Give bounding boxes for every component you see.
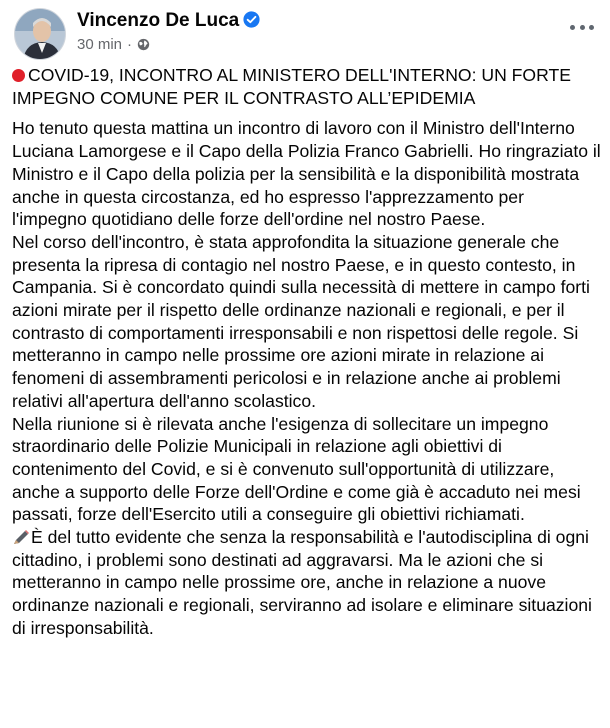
post-paragraph-text: È del tutto evidente che senza la responsabilità e l'autodisciplina di ogni cittadino, i problemi sono destinati ad aggravarsi. Ma le azioni che si metteranno in campo nelle prossime ore, anche in relazione a nuove ordinanze nazionali e regionali, serviranno ad isolare e eliminare situazioni di irresponsabilità. [12,527,592,638]
more-dot-icon [570,25,575,30]
avatar[interactable] [14,8,66,60]
post-body [12,64,602,640]
post-paragraph: Ho tenuto questa mattina un incontro di lavoro con il Ministro dell'Interno Luciana Lamorgese e il Capo della Polizia Franco Gabrielli. Ho ringraziato il Ministro e il Capo della polizia per la sensibilità e la disponibilità mostrata anche in questa circostanza, ed ho espresso l'apprezzamento per l'impegno quotidiano delle forze dell'ordine nel nostro Paese. [12,118,601,230]
red-circle-icon [12,69,25,82]
author-name[interactable] [77,10,260,32]
author-name-text[interactable]: Vincenzo De Luca [77,10,240,31]
avatar-photo-icon [15,9,66,60]
post-title [12,64,602,109]
post-meta [77,36,150,53]
post-paragraph [12,526,602,640]
more-dot-icon [589,25,594,30]
more-options-button[interactable] [570,20,594,34]
globe-icon[interactable] [137,38,150,51]
post-header [14,8,596,60]
meta-separator: · [127,36,133,53]
post-timestamp[interactable]: 30 min [77,36,123,53]
post-paragraph: Nella riunione si è rilevata anche l'esigenza di sollecitare un impegno straordinario delle Polizie Municipali in relazione agli obiettivi di contenimento del Covid, e si è convenuto sull'opportunità di utilizzare, anche a supporto delle Forze dell'Ordine e come già è accaduto nei mesi passati, forze dell'Esercito utili a conseguire gli obiettivi richiamati. [12,413,581,525]
post-title-text: COVID-19, INCONTRO AL MINISTERO DELL'INTERNO: UN FORTE IMPEGNO COMUNE PER IL CONTRASTO ALL’EPIDEMIA [12,65,571,108]
pen-icon [12,529,30,545]
more-dot-icon [580,25,585,30]
post-paragraph: Nel corso dell'incontro, è stata approfondita la situazione generale che presenta la ripresa di contagio nel nostro Paese, e in questo contesto, in Campania. Si è concordato quindi sulla necessità di mettere in campo forti azioni mirate per il rispetto delle ordinanze nazionali e regionali, e per il contrasto di comportamenti irresponsabili e non rispettosi delle regole. Si metteranno in campo nelle prossime ore azioni mirate in relazione ai fenomeni di assembramenti pericolosi e in relazione anche ai problemi relativi all'apertura dell'anno scolastico. [12,231,590,411]
verified-badge-icon [243,11,260,28]
